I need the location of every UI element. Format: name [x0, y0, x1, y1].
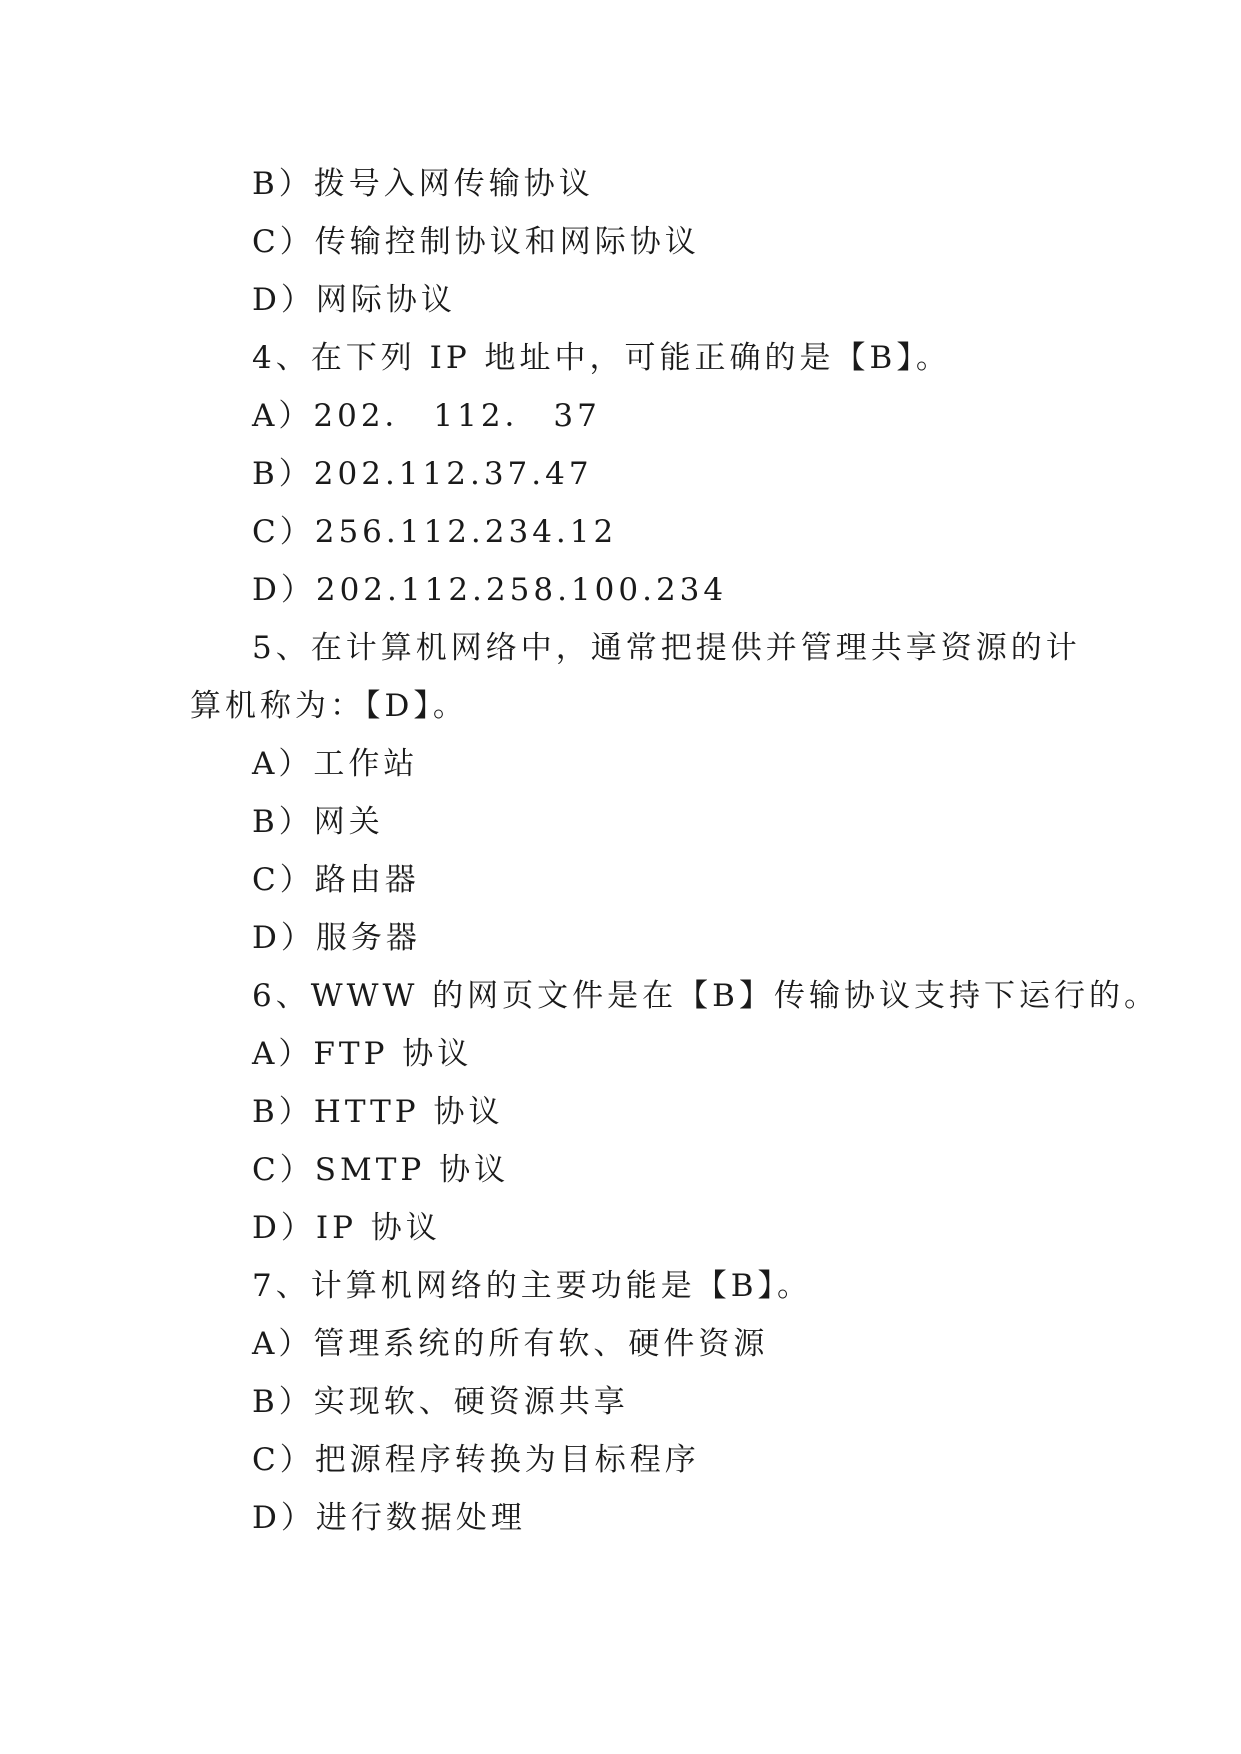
- q5-question-line2: 算机称为：【D】。: [190, 688, 468, 724]
- q5-option-d: D）服务器: [252, 920, 421, 956]
- q6-option-b: B）HTTP 协议: [252, 1094, 504, 1130]
- q7-option-d: D）进行数据处理: [252, 1500, 526, 1536]
- q6-option-c: C）SMTP 协议: [252, 1152, 510, 1188]
- q3-option-c: C）传输控制协议和网际协议: [252, 224, 700, 260]
- q4-option-b: B）202.112.37.47: [252, 456, 593, 492]
- q5-option-a: A）工作站: [252, 746, 419, 782]
- q4-option-a: A）202． 112． 37: [252, 398, 601, 434]
- q7-option-a: A）管理系统的所有软、硬件资源: [252, 1326, 769, 1362]
- q6-question: 6、WWW 的网页文件是在【B】传输协议支持下运行的。: [252, 978, 1159, 1014]
- q3-option-b: B）拨号入网传输协议: [252, 166, 594, 202]
- q4-question: 4、在下列 IP 地址中，可能正确的是【B】。: [252, 340, 951, 376]
- q6-option-a: A）FTP 协议: [252, 1036, 473, 1072]
- q7-option-c: C）把源程序转换为目标程序: [252, 1442, 700, 1478]
- q7-option-b: B）实现软、硬资源共享: [252, 1384, 629, 1420]
- q5-option-c: C）路由器: [252, 862, 420, 898]
- q4-option-c: C）256.112.234.12: [252, 514, 618, 550]
- q5-option-b: B）网关: [252, 804, 384, 840]
- q4-option-d: D）202.112.258.100.234: [252, 572, 728, 608]
- q5-question-line1: 5、在计算机网络中，通常把提供并管理共享资源的计: [252, 630, 1081, 666]
- q7-question: 7、计算机网络的主要功能是【B】。: [252, 1268, 813, 1304]
- q6-option-d: D）IP 协议: [252, 1210, 441, 1246]
- q3-option-d: D）网际协议: [252, 282, 456, 318]
